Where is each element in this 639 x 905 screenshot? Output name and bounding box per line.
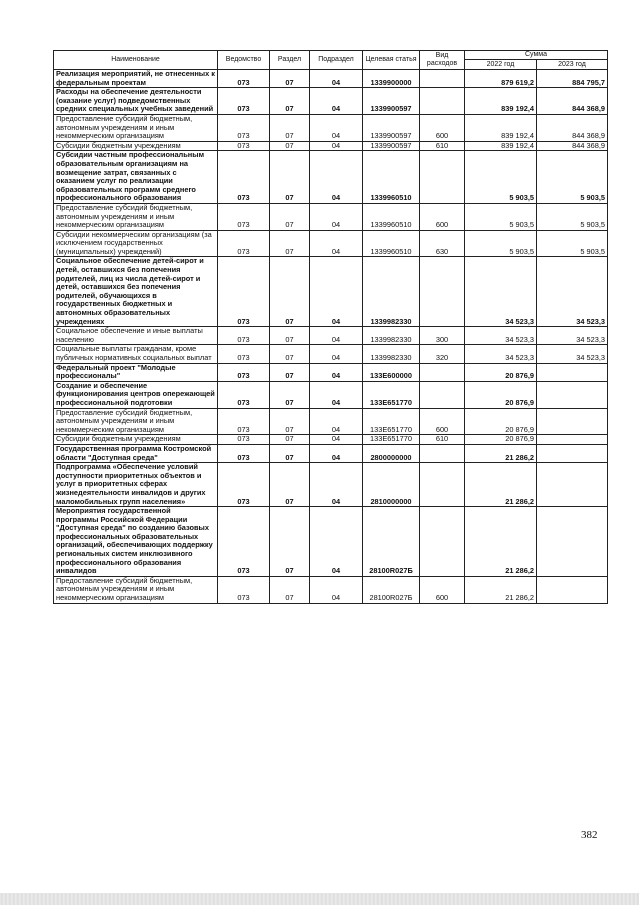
cell-name: Создание и обеспечение функционирования центров опережающей профессиональной подготовки — [54, 381, 218, 408]
cell-target: 2810000000 — [363, 463, 420, 507]
cell-razdel: 07 — [270, 203, 310, 230]
page-number: 382 — [581, 829, 598, 841]
cell-target: 1339900597 — [363, 141, 420, 151]
cell-razdel: 07 — [270, 576, 310, 603]
cell-target: 1339900000 — [363, 70, 420, 88]
cell-sum-2023 — [537, 576, 608, 603]
cell-vid — [420, 70, 465, 88]
cell-sum-2023: 844 368,9 — [537, 88, 608, 115]
cell-target: 28100R027Б — [363, 507, 420, 577]
cell-name: Субсидии бюджетным учреждениям — [54, 141, 218, 151]
cell-name: Федеральный проект "Молодые профессионалы" — [54, 363, 218, 381]
cell-name: Субсидии бюджетным учреждениям — [54, 435, 218, 445]
cell-sum-2022: 839 192,4 — [465, 141, 537, 151]
cell-name: Государственная программа Костромской области "Доступная среда" — [54, 444, 218, 462]
cell-target: 133E651770 — [363, 408, 420, 435]
cell-vedomstvo: 073 — [218, 444, 270, 462]
cell-podrazdel: 04 — [310, 576, 363, 603]
cell-target: 1339960510 — [363, 203, 420, 230]
cell-podrazdel: 04 — [310, 435, 363, 445]
cell-vedomstvo: 073 — [218, 114, 270, 141]
cell-vid: 320 — [420, 345, 465, 363]
cell-sum-2022: 21 286,2 — [465, 444, 537, 462]
cell-podrazdel: 04 — [310, 70, 363, 88]
cell-vid — [420, 381, 465, 408]
cell-name: Предоставление субсидий бюджетным, автономным учреждениям и иным некоммерческим организациям — [54, 203, 218, 230]
cell-razdel: 07 — [270, 230, 310, 257]
cell-sum-2022: 839 192,4 — [465, 114, 537, 141]
cell-sum-2022: 21 286,2 — [465, 576, 537, 603]
cell-sum-2023: 844 368,9 — [537, 114, 608, 141]
cell-sum-2022: 5 903,5 — [465, 203, 537, 230]
cell-vid — [420, 88, 465, 115]
cell-podrazdel: 04 — [310, 114, 363, 141]
cell-vedomstvo: 073 — [218, 230, 270, 257]
cell-sum-2022: 21 286,2 — [465, 463, 537, 507]
cell-podrazdel: 04 — [310, 345, 363, 363]
cell-vedomstvo: 073 — [218, 576, 270, 603]
cell-sum-2023 — [537, 463, 608, 507]
cell-podrazdel: 04 — [310, 203, 363, 230]
cell-vedomstvo: 073 — [218, 435, 270, 445]
cell-vedomstvo: 073 — [218, 327, 270, 345]
cell-razdel: 07 — [270, 463, 310, 507]
table-row — [54, 230, 608, 257]
table-body — [54, 70, 608, 604]
cell-vedomstvo: 073 — [218, 507, 270, 577]
cell-podrazdel: 04 — [310, 444, 363, 462]
header-sum: Сумма — [465, 51, 608, 60]
cell-sum-2023 — [537, 408, 608, 435]
cell-sum-2022: 20 876,9 — [465, 381, 537, 408]
cell-vid — [420, 151, 465, 204]
budget-table — [53, 50, 608, 604]
cell-sum-2023: 34 523,3 — [537, 257, 608, 327]
table-row — [54, 408, 608, 435]
cell-vid: 610 — [420, 141, 465, 151]
cell-vedomstvo: 073 — [218, 257, 270, 327]
cell-target: 1339900597 — [363, 88, 420, 115]
cell-vid: 600 — [420, 114, 465, 141]
cell-sum-2023: 5 903,5 — [537, 203, 608, 230]
cell-vedomstvo: 073 — [218, 70, 270, 88]
cell-sum-2023 — [537, 444, 608, 462]
cell-podrazdel: 04 — [310, 507, 363, 577]
table-row — [54, 114, 608, 141]
table-row — [54, 363, 608, 381]
cell-sum-2022: 21 286,2 — [465, 507, 537, 577]
cell-target: 2800000000 — [363, 444, 420, 462]
cell-target: 133E651770 — [363, 381, 420, 408]
cell-vid: 600 — [420, 203, 465, 230]
table-row — [54, 444, 608, 462]
cell-sum-2022: 34 523,3 — [465, 327, 537, 345]
cell-sum-2023: 5 903,5 — [537, 151, 608, 204]
header-razdel: Раздел — [270, 51, 310, 70]
table-row — [54, 88, 608, 115]
cell-razdel: 07 — [270, 444, 310, 462]
cell-target: 133E600000 — [363, 363, 420, 381]
cell-razdel: 07 — [270, 435, 310, 445]
cell-name: Реализация мероприятий, не отнесенных к федеральным проектам — [54, 70, 218, 88]
header-target: Целевая статья — [363, 51, 420, 70]
table-row — [54, 507, 608, 577]
cell-sum-2023: 34 523,3 — [537, 327, 608, 345]
cell-sum-2023: 884 795,7 — [537, 70, 608, 88]
cell-sum-2022: 34 523,3 — [465, 345, 537, 363]
table-row — [54, 70, 608, 88]
cell-name: Предоставление субсидий бюджетным, автономным учреждениям и иным некоммерческим организациям — [54, 114, 218, 141]
cell-name: Субсидии частным профессиональным образовательным организациям на возмещение затрат, связанных с оказанием услуг по реализации образовательных программ среднего профессионального образования — [54, 151, 218, 204]
cell-razdel: 07 — [270, 151, 310, 204]
cell-name: Предоставление субсидий бюджетным, автономным учреждениям и иным некоммерческим организациям — [54, 576, 218, 603]
cell-razdel: 07 — [270, 327, 310, 345]
table-row — [54, 381, 608, 408]
cell-vid — [420, 463, 465, 507]
cell-vid — [420, 507, 465, 577]
cell-sum-2023 — [537, 363, 608, 381]
cell-vid — [420, 444, 465, 462]
cell-sum-2022: 34 523,3 — [465, 257, 537, 327]
cell-vid: 600 — [420, 576, 465, 603]
cell-podrazdel: 04 — [310, 363, 363, 381]
table-row — [54, 203, 608, 230]
cell-vid: 600 — [420, 408, 465, 435]
cell-podrazdel: 04 — [310, 381, 363, 408]
cell-name: Мероприятия государственной программы Российской Федерации "Доступная среда" по созданию базовых профессиональных образовательных организаций, обеспечивающих поддержку региональных систем инклюзивного профессионального образования инвалидов — [54, 507, 218, 577]
scan-edge-strip — [0, 893, 639, 905]
cell-sum-2022: 20 876,9 — [465, 408, 537, 435]
cell-vedomstvo: 073 — [218, 88, 270, 115]
cell-target: 133E651770 — [363, 435, 420, 445]
cell-vedomstvo: 073 — [218, 203, 270, 230]
cell-name: Социальное обеспечение и иные выплаты населению — [54, 327, 218, 345]
cell-sum-2023: 5 903,5 — [537, 230, 608, 257]
cell-razdel: 07 — [270, 408, 310, 435]
cell-sum-2023 — [537, 507, 608, 577]
cell-podrazdel: 04 — [310, 257, 363, 327]
cell-vid — [420, 363, 465, 381]
cell-target: 1339982330 — [363, 327, 420, 345]
cell-podrazdel: 04 — [310, 408, 363, 435]
cell-podrazdel: 04 — [310, 327, 363, 345]
cell-vid: 630 — [420, 230, 465, 257]
table-row — [54, 327, 608, 345]
cell-name: Подпрограмма «Обеспечение условий доступности приоритетных объектов и услуг в приоритетных сферах жизнедеятельности инвалидов и других маломобильных групп населения» — [54, 463, 218, 507]
cell-vedomstvo: 073 — [218, 151, 270, 204]
cell-podrazdel: 04 — [310, 151, 363, 204]
cell-razdel: 07 — [270, 70, 310, 88]
cell-vedomstvo: 073 — [218, 363, 270, 381]
cell-vedomstvo: 073 — [218, 381, 270, 408]
cell-sum-2022: 20 876,9 — [465, 435, 537, 445]
cell-razdel: 07 — [270, 88, 310, 115]
cell-vedomstvo: 073 — [218, 141, 270, 151]
cell-target: 1339960510 — [363, 230, 420, 257]
cell-sum-2022: 20 876,9 — [465, 363, 537, 381]
cell-vid — [420, 257, 465, 327]
cell-razdel: 07 — [270, 363, 310, 381]
table-row — [54, 576, 608, 603]
header-name: Наименование — [54, 51, 218, 70]
cell-sum-2023 — [537, 381, 608, 408]
table-row — [54, 151, 608, 204]
cell-razdel: 07 — [270, 257, 310, 327]
cell-name: Социальное обеспечение детей-сирот и детей, оставшихся без попечения родителей, лиц из числа детей-сирот и детей, оставшихся без попечения родителей, обучающихся в государственных бюджетных и автономных образовательных учреждениях — [54, 257, 218, 327]
cell-name: Субсидии некоммерческим организациям (за исключением государственных (муниципальных) учреждений) — [54, 230, 218, 257]
cell-target: 1339960510 — [363, 151, 420, 204]
cell-podrazdel: 04 — [310, 463, 363, 507]
cell-podrazdel: 04 — [310, 230, 363, 257]
cell-name: Предоставление субсидий бюджетным, автономным учреждениям и иным некоммерческим организациям — [54, 408, 218, 435]
cell-name: Расходы на обеспечение деятельности (оказание услуг) подведомственных средних специальных учебных заведений — [54, 88, 218, 115]
cell-razdel: 07 — [270, 381, 310, 408]
cell-sum-2022: 5 903,5 — [465, 230, 537, 257]
header-vedomstvo: Ведомство — [218, 51, 270, 70]
table-row — [54, 345, 608, 363]
cell-razdel: 07 — [270, 345, 310, 363]
cell-sum-2022: 839 192,4 — [465, 88, 537, 115]
table-row — [54, 257, 608, 327]
cell-name: Социальные выплаты гражданам, кроме публичных нормативных социальных выплат — [54, 345, 218, 363]
cell-vid: 610 — [420, 435, 465, 445]
cell-razdel: 07 — [270, 141, 310, 151]
cell-sum-2023: 34 523,3 — [537, 345, 608, 363]
cell-sum-2022: 5 903,5 — [465, 151, 537, 204]
table-row — [54, 435, 608, 445]
cell-vedomstvo: 073 — [218, 345, 270, 363]
cell-target: 1339982330 — [363, 345, 420, 363]
cell-sum-2023: 844 368,9 — [537, 141, 608, 151]
cell-podrazdel: 04 — [310, 88, 363, 115]
cell-sum-2022: 879 619,2 — [465, 70, 537, 88]
cell-target: 1339900597 — [363, 114, 420, 141]
header-vid: Вид расходов — [420, 51, 465, 70]
header-podrazdel: Подраздел — [310, 51, 363, 70]
cell-razdel: 07 — [270, 507, 310, 577]
table-row — [54, 463, 608, 507]
cell-vedomstvo: 073 — [218, 463, 270, 507]
header-year-2022: 2022 год — [465, 60, 537, 70]
cell-target: 1339982330 — [363, 257, 420, 327]
cell-podrazdel: 04 — [310, 141, 363, 151]
cell-vid: 300 — [420, 327, 465, 345]
cell-razdel: 07 — [270, 114, 310, 141]
cell-target: 28100R027Б — [363, 576, 420, 603]
header-year-2023: 2023 год — [537, 60, 608, 70]
cell-sum-2023 — [537, 435, 608, 445]
table-row — [54, 141, 608, 151]
cell-vedomstvo: 073 — [218, 408, 270, 435]
